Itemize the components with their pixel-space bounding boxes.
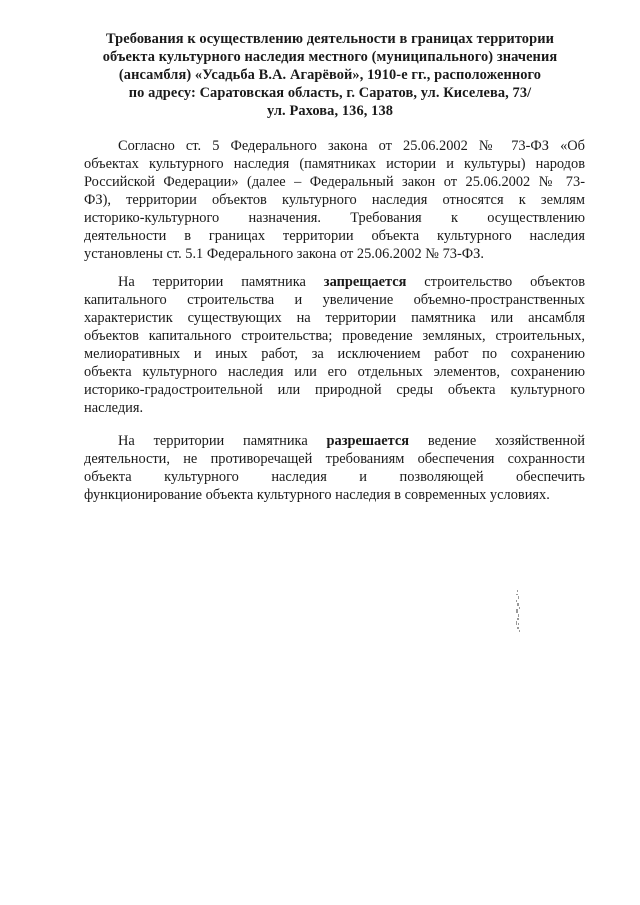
paragraph-line: объекта культурного наследия и позволяющей обеспечить: [84, 469, 585, 485]
paragraph-prohibited: [84, 273, 585, 417]
paragraph-line: Российской Федерации» (далее – Федеральный закон от 25.06.2002 № 73-: [84, 174, 585, 190]
scan-mark: [513, 590, 523, 634]
paragraph-line: деятельности, не противоречащей требованиям обеспечения сохранности: [84, 451, 585, 467]
title-line: по адресу: Саратовская область, г. Саратов, ул. Киселева, 73/: [128, 85, 532, 101]
document-title: [80, 30, 580, 120]
paragraph-line: функционирование объекта культурного наследия в современных условиях.: [84, 487, 550, 503]
title-line: (ансамбля) «Усадьба В.А. Агарёвой», 1910-е гг., расположенного: [118, 67, 542, 83]
paragraph-line: [84, 432, 585, 450]
paragraph-line: объекта культурного наследия или его отдельных элементов, сохранению: [84, 364, 585, 380]
paragraph-line: характеристик существующих на территории памятника или ансамбля: [84, 310, 585, 326]
paragraph-line: [84, 273, 585, 291]
paragraph-text: На территории памятника: [118, 274, 324, 290]
paragraph-line: ФЗ), территории объектов культурного наследия относятся к землям: [84, 192, 585, 208]
paragraph-text: ведение хозяйственной: [409, 433, 585, 449]
title-line: объекта культурного наследия местного (муниципального) значения: [102, 49, 558, 65]
prohibited-keyword: запрещается: [323, 274, 407, 290]
paragraph-line: объектах культурного наследия (памятниках истории и культуры) народов: [84, 156, 585, 172]
paragraph-line: Согласно ст. 5 Федерального закона от 25.06.2002 № 73-ФЗ «Об: [118, 138, 585, 154]
paragraph-line: историко-культурного назначения. Требования к осуществлению: [84, 210, 585, 226]
paragraph-line: объектов капитального строительства; проведение земляных, строительных,: [84, 328, 585, 344]
paragraph-text: строительство объектов: [406, 274, 585, 290]
paragraph-line: историко-градостроительной или природной среды объекта культурного: [84, 382, 585, 398]
paragraph-line: мелиоративных и иных работ, за исключением работ по сохранению: [84, 346, 585, 362]
title-line: Требования к осуществлению деятельности в границах территории: [106, 31, 554, 47]
paragraph-legal-basis: [84, 137, 585, 263]
paragraph-allowed: [84, 432, 585, 504]
paragraph-line: капитального строительства и увеличение объемно-пространственных: [84, 292, 585, 308]
paragraph-line: установлены ст. 5.1 Федерального закона от 25.06.2002 № 73-ФЗ.: [84, 246, 484, 262]
paragraph-text: На территории памятника: [118, 433, 327, 449]
paragraph-line: наследия.: [84, 400, 144, 416]
allowed-keyword: разрешается: [326, 433, 410, 449]
title-line: ул. Рахова, 136, 138: [266, 103, 394, 119]
paragraph-line: деятельности в границах территории объекта культурного наследия: [84, 228, 585, 244]
